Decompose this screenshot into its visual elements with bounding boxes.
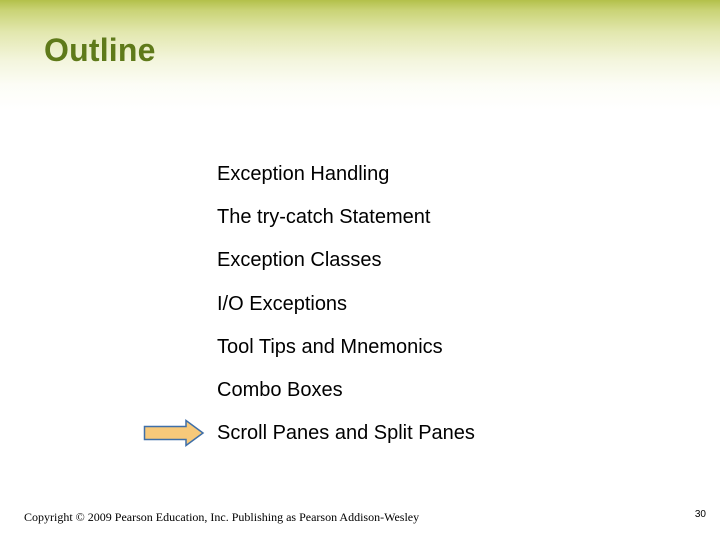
outline-item-scroll-split-panes: Scroll Panes and Split Panes [217, 422, 475, 445]
slide-title: Outline [44, 32, 156, 68]
outline-item-try-catch-statement: The try-catch Statement [217, 206, 431, 229]
right-arrow-icon [143, 419, 205, 447]
outline-item-exception-handling: Exception Handling [217, 163, 390, 185]
page-number: 30 [694, 509, 706, 520]
outline-item-tool-tips-mnemonics: Tool Tips and Mnemonics [217, 335, 443, 358]
outline-list [217, 160, 475, 462]
outline-item-combo-boxes: Combo Boxes [217, 378, 343, 401]
outline-item-io-exceptions: I/O Exceptions [217, 292, 348, 315]
copyright-text: Copyright © 2009 Pearson Education, Inc. Publishing as Pearson Addison-Wesley [24, 510, 420, 524]
outline-item-exception-classes: Exception Classes [217, 249, 382, 272]
